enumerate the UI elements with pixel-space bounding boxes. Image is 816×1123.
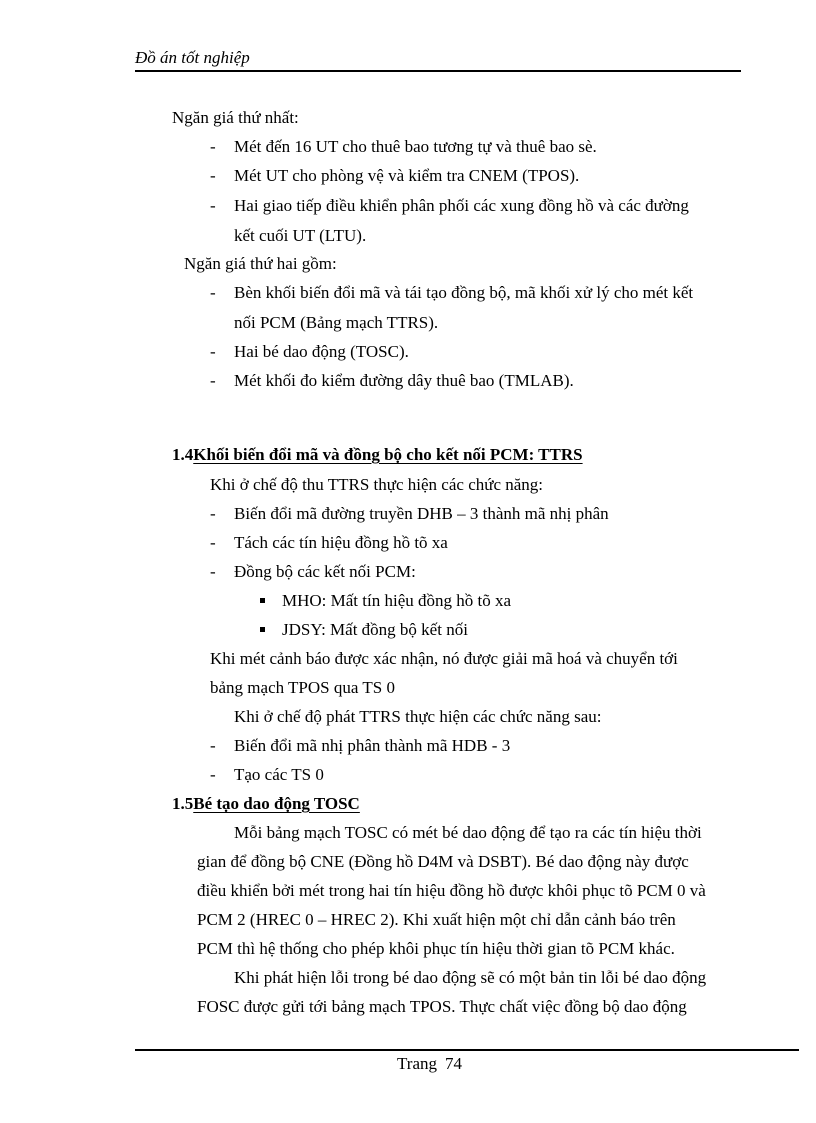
paragraph-line: bảng mạch TPOS qua TS 0 [210,678,395,697]
list-item: - Biến đổi mã nhị phân thành mã HDB - 3 [210,736,511,755]
list-item: - Biến đổi mã đường truyền DHB – 3 thành mã nhị phân [210,504,609,523]
header-rule [135,70,741,72]
page-number: 74 [445,1054,462,1073]
paragraph-line: Khi phát hiện lỗi trong bé dao động sẽ có một bản tin lỗi bé dao động [234,968,707,987]
square-bullet-icon [260,598,265,603]
list-item: - Tách các tín hiệu đồng hồ tõ xa [210,533,448,552]
paragraph-intro: Ngăn giá thứ nhất: [172,108,299,127]
paragraph-line: PCM thì hệ thống cho phép khôi phục tín hiệu thời gian tõ PCM khác. [197,939,675,958]
list-item: - Mét khối đo kiểm đường dây thuê bao (TMLAB). [210,371,574,390]
list-item-continuation: kết cuối UT (LTU). [234,226,367,245]
sub-list-item: JDSY: Mất đồng bộ kết nối [260,620,468,640]
section-title: Khối biến đổi mã và đồng bộ cho kết nối PCM: TTRS [193,445,583,464]
paragraph-line: điều khiển bởi mét trong hai tín hiệu đồng hồ được khôi phục tõ PCM 0 và [197,881,706,900]
list-item: - Đồng bộ các kết nối PCM: [210,562,416,581]
footer-label: Trang [397,1054,437,1073]
list-item: - Mét UT cho phòng vệ và kiểm tra CNEM (TPOS). [210,166,580,185]
paragraph-line: PCM 2 (HREC 0 – HREC 2). Khi xuất hiện một chỉ dẫn cảnh báo trên [197,910,676,929]
list-item-continuation: nối PCM (Bảng mạch TTRS). [234,313,439,332]
paragraph-line: Khi mét cảnh báo được xác nhận, nó được giải mã hoá và chuyển tới [210,649,678,668]
page-footer [397,1054,462,1074]
paragraph-line: FOSC được gửi tới bảng mạch TPOS. Thực chất việc đồng bộ dao động [197,997,687,1016]
list-item: - Bèn khối biến đổi mã và tái tạo đồng bộ, mã khối xử lý cho mét kết [210,283,694,302]
paragraph-intro: Ngăn giá thứ hai gồm: [184,254,337,273]
list-item: - Hai bé dao động (TOSC). [210,342,409,361]
section-heading [172,794,360,814]
section-title: Bé tạo dao động TOSC [193,794,360,813]
paragraph-line: Mỗi bảng mạch TOSC có mét bé dao động để tạo ra các tín hiệu thời [234,823,702,842]
sub-list-item: MHO: Mất tín hiệu đồng hồ tõ xa [260,591,511,611]
section-heading [172,445,583,465]
section-number: 1.4 [172,445,194,464]
section-number: 1.5 [172,794,194,813]
footer-rule [135,1049,799,1051]
list-item: - Tạo các TS 0 [210,765,324,784]
list-item: - Hai giao tiếp điều khiển phân phối các xung đồng hồ và các đường [210,196,689,215]
square-bullet-icon [260,627,265,632]
list-item: - Mét đến 16 UT cho thuê bao tương tự và thuê bao sè. [210,137,597,156]
paragraph-line: Khi ở chế độ phát TTRS thực hiện các chức năng sau: [234,707,602,726]
paragraph-line: Khi ở chế độ thu TTRS thực hiện các chức năng: [210,475,544,494]
paragraph-line: gian để đồng bộ CNE (Đồng hồ D4M và DSBT). Bé dao động này được [197,852,689,871]
page-header-title: Đồ án tốt nghiệp [135,48,250,67]
